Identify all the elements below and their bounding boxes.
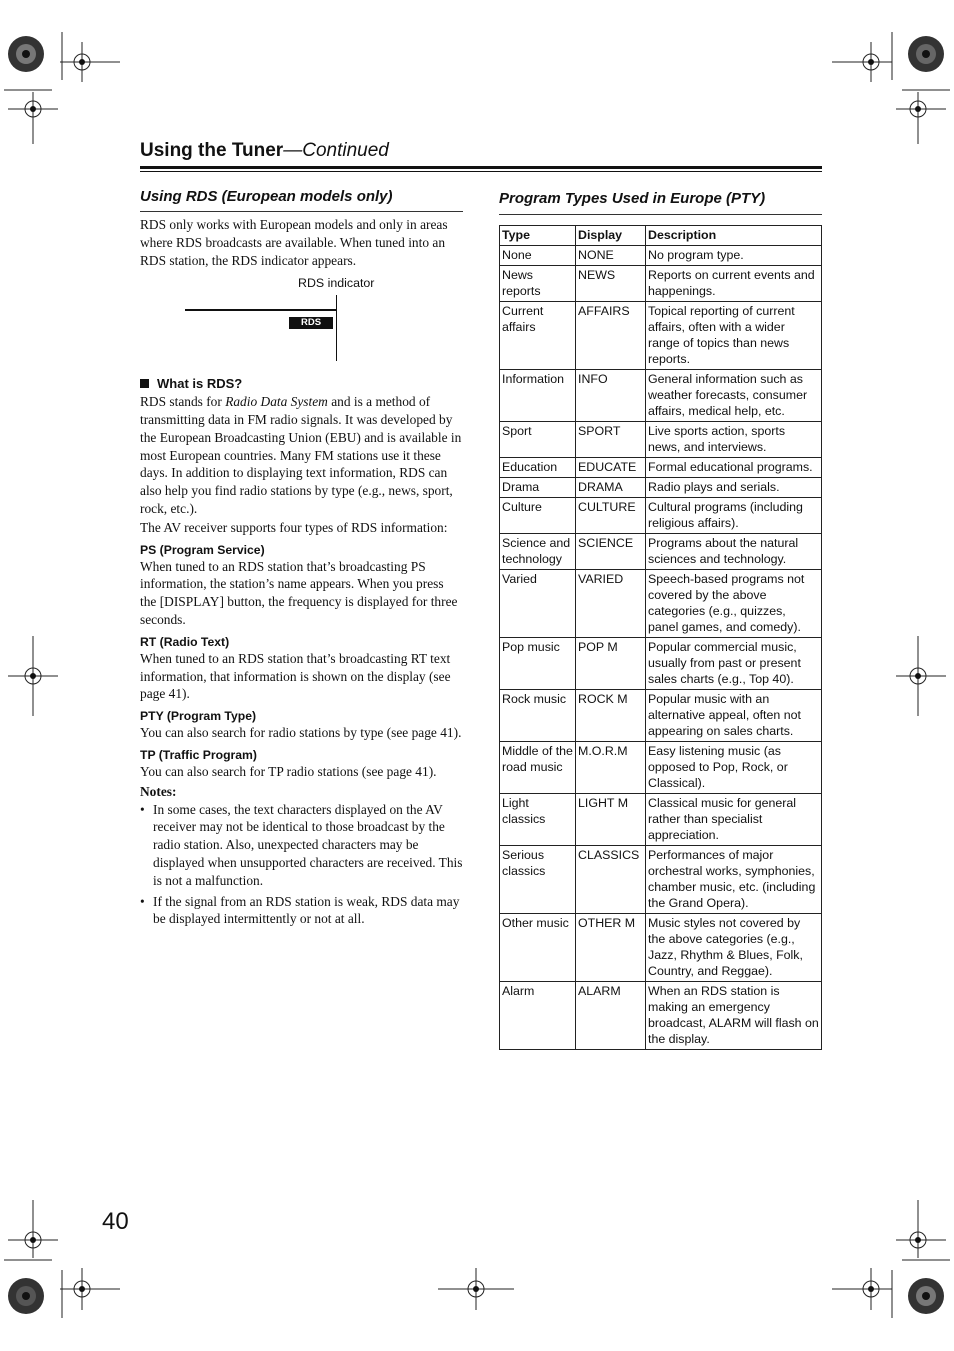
cell-type: Culture: [500, 498, 576, 534]
cell-description: General information such as weather forecasts, consumer affairs, medical help, etc.: [646, 370, 822, 422]
note-item: • If the signal from an RDS station is weak, RDS data may be displayed intermittently or not at all.: [140, 893, 463, 929]
rds-indicator-label: RDS indicator: [298, 276, 375, 291]
cell-type: Varied: [500, 570, 576, 638]
rds-badge: RDS: [289, 317, 333, 329]
cell-type: Sport: [500, 422, 576, 458]
column-header-type: Type: [500, 226, 576, 246]
ps-text: When tuned to an RDS station that’s broadcasting PS information, the station’s name appears. When you press the [DISPLAY] button, the frequency is displayed for three seconds.: [140, 558, 458, 627]
cell-display: ROCK M: [576, 690, 646, 742]
cell-display: CLASSICS: [576, 846, 646, 914]
table-row: [500, 570, 822, 638]
cell-display: ALARM: [576, 982, 646, 1050]
cell-description: Popular commercial music, usually from past or present sales charts (e.g., Top 40).: [646, 638, 822, 690]
cell-display: POP M: [576, 638, 646, 690]
cell-type: Science and technology: [500, 534, 576, 570]
pty-table: [499, 225, 822, 1050]
rt-text: When tuned to an RDS station that’s broadcasting RT text information, that information is shown on the display (see page 41).: [140, 650, 451, 702]
page-header-title: [140, 140, 389, 162]
rds-types-paragraph: The AV receiver supports four types of RDS information:: [140, 519, 448, 535]
cell-display: DRAMA: [576, 478, 646, 498]
what-p1-a: RDS stands for: [140, 394, 226, 410]
cell-type: Alarm: [500, 982, 576, 1050]
cell-type: Drama: [500, 478, 576, 498]
what-is-rds-heading-text: What is RDS?: [157, 376, 243, 392]
cell-display: AFFAIRS: [576, 302, 646, 370]
tp-text: You can also search for TP radio stations (see page 41).: [140, 763, 437, 779]
pty-heading: PTY (Program Type): [140, 709, 257, 724]
table-row: [500, 370, 822, 422]
pty-table-body: [500, 246, 822, 1050]
rt-heading: RT (Radio Text): [140, 634, 230, 649]
header-rule-thin: [140, 171, 822, 172]
cell-display: SCIENCE: [576, 534, 646, 570]
rds-section-heading: Using RDS (European models only): [140, 188, 393, 205]
cell-display: LIGHT M: [576, 794, 646, 846]
cell-display: VARIED: [576, 570, 646, 638]
header-title-text: Using the Tuner: [140, 140, 284, 161]
table-row: [500, 458, 822, 478]
pty-section-rule: [499, 214, 822, 215]
what-is-rds-paragraph: [140, 393, 463, 518]
table-row: [500, 302, 822, 370]
table-row: [500, 742, 822, 794]
table-row: [500, 422, 822, 458]
cell-description: Reports on current events and happenings.: [646, 266, 822, 302]
cell-description: Formal educational programs.: [646, 458, 822, 478]
table-row: [500, 638, 822, 690]
cell-description: Easy listening music (as opposed to Pop, Rock, or Classical).: [646, 742, 822, 794]
rds-body: [140, 216, 463, 931]
header-rule: [140, 166, 822, 169]
rds-section-rule: [140, 211, 463, 212]
cell-description: Radio plays and serials.: [646, 478, 822, 498]
cell-type: Serious classics: [500, 846, 576, 914]
cell-display: NEWS: [576, 266, 646, 302]
rds-indicator-figure: [140, 269, 463, 375]
cell-display: EDUCATE: [576, 458, 646, 478]
cell-type: None: [500, 246, 576, 266]
cell-description: Music styles not covered by the above categories (e.g., Jazz, Rhythm & Blues, Folk, Country, and Reggae).: [646, 914, 822, 982]
note-item: • In some cases, the text characters displayed on the AV receiver may not be identical to those broadcast by the radio station. Also, unexpected characters may be displayed when unsupported characters are received. This is not a malfunction.: [140, 801, 463, 890]
table-row: [500, 478, 822, 498]
cell-type: News reports: [500, 266, 576, 302]
table-row: [500, 690, 822, 742]
pty-text: You can also search for radio stations by type (see page 41).: [140, 725, 462, 741]
cell-display: SPORT: [576, 422, 646, 458]
cell-description: When an RDS station is making an emergency broadcast, ALARM will flash on the display.: [646, 982, 822, 1050]
cell-type: Education: [500, 458, 576, 478]
cell-display: OTHER M: [576, 914, 646, 982]
notes-label: Notes:: [140, 783, 177, 799]
column-header-display: Display: [576, 226, 646, 246]
cell-display: M.O.R.M: [576, 742, 646, 794]
indicator-leader-line: [336, 295, 337, 361]
table-row: [500, 914, 822, 982]
cell-description: Performances of major orchestral works, symphonies, chamber music, etc. (including the Grand Opera).: [646, 846, 822, 914]
cell-description: Topical reporting of current affairs, often with a wider range of topics than news reports.: [646, 302, 822, 370]
page-number: 40: [102, 1208, 129, 1235]
cell-display: CULTURE: [576, 498, 646, 534]
cell-type: Pop music: [500, 638, 576, 690]
cell-type: Middle of the road music: [500, 742, 576, 794]
table-row: [500, 534, 822, 570]
square-bullet-icon: [140, 379, 149, 388]
table-header-row: [500, 226, 822, 246]
what-p1-em: Radio Data System: [225, 394, 328, 410]
cell-description: Popular music with an alternative appeal, often not appearing on sales charts.: [646, 690, 822, 742]
cell-description: Classical music for general rather than specialist appreciation.: [646, 794, 822, 846]
cell-type: Rock music: [500, 690, 576, 742]
cell-display: NONE: [576, 246, 646, 266]
notes-list: [140, 801, 463, 929]
pty-section-heading: Program Types Used in Europe (PTY): [499, 190, 766, 207]
cell-description: Programs about the natural sciences and technology.: [646, 534, 822, 570]
table-row: [500, 266, 822, 302]
cell-type: Light classics: [500, 794, 576, 846]
cell-display: INFO: [576, 370, 646, 422]
column-header-description: Description: [646, 226, 822, 246]
cell-type: Other music: [500, 914, 576, 982]
cell-type: Information: [500, 370, 576, 422]
what-p1-b: and is a method of transmitting data in FM radio signals. It was developed by the European Broadcasting Union (EBU) and is available in most European countries. Many FM stations use it these days. In addition to displaying text information, RDS can also help you find radio stations by type (e.g., news, sport, rock, etc.).: [140, 394, 462, 516]
tp-heading: TP (Traffic Program): [140, 747, 257, 762]
table-row: [500, 982, 822, 1050]
table-row: [500, 498, 822, 534]
table-row: [500, 246, 822, 266]
cell-type: Current affairs: [500, 302, 576, 370]
cell-description: Speech-based programs not covered by the above categories (e.g., quizzes, panel games, and comedy).: [646, 570, 822, 638]
display-panel-line: [185, 309, 337, 311]
cell-description: Live sports action, sports news, and interviews.: [646, 422, 822, 458]
table-row: [500, 846, 822, 914]
rds-intro: RDS only works with European models and only in areas where RDS broadcasts are available. When tuned into an RDS station, the RDS indicator appears.: [140, 217, 448, 268]
what-is-rds-heading: [140, 375, 463, 393]
table-row: [500, 794, 822, 846]
ps-heading: PS (Program Service): [140, 542, 265, 557]
cell-description: No program type.: [646, 246, 822, 266]
cell-description: Cultural programs (including religious affairs).: [646, 498, 822, 534]
header-continued-text: —Continued: [283, 140, 389, 161]
